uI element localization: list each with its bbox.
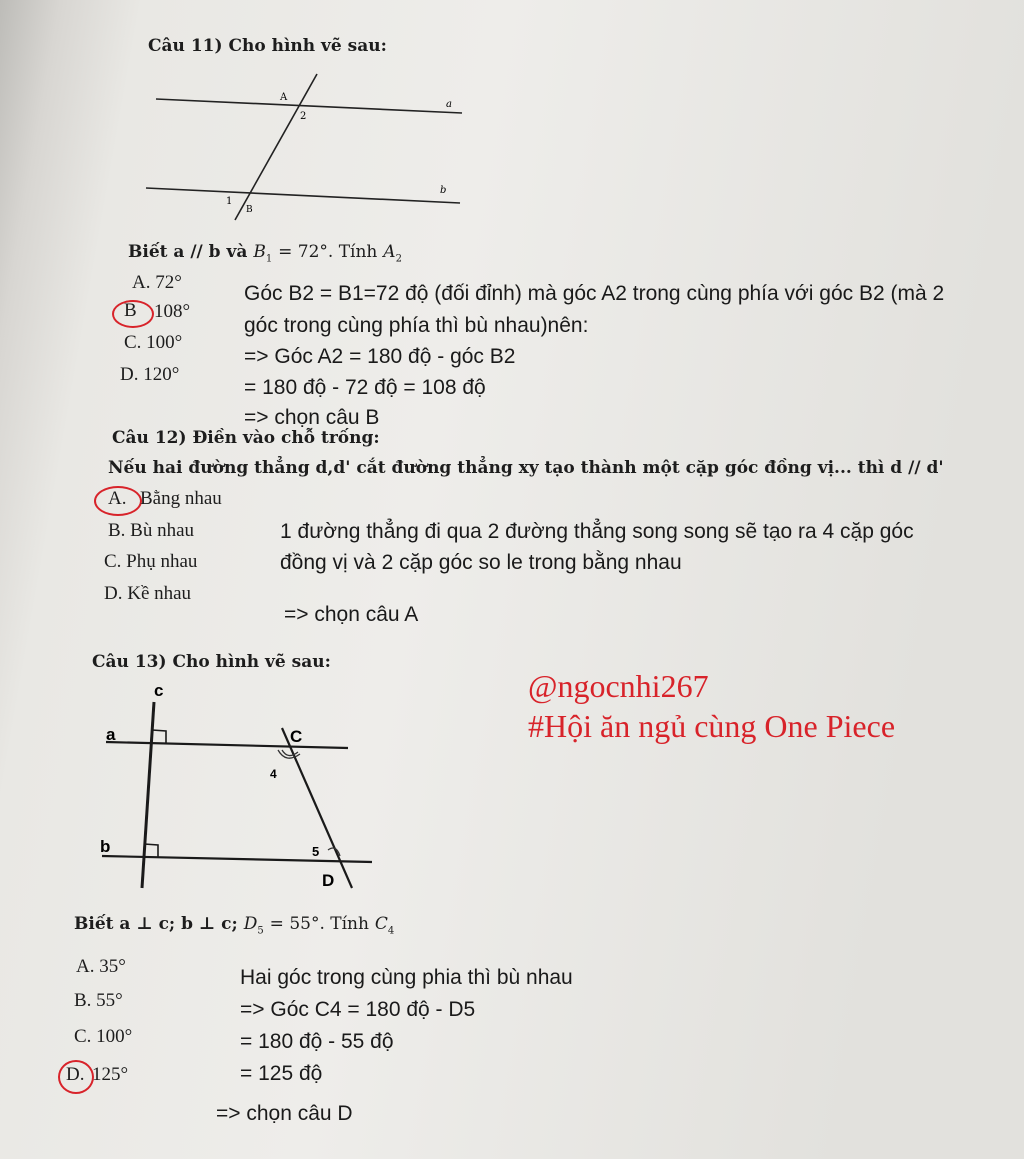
q13-label-c: c: [154, 681, 164, 700]
q13-option-b: B. 55°: [74, 990, 123, 1011]
q13-title: Câu 13) Cho hình vẽ sau:: [92, 652, 331, 672]
q13-label-C: C: [290, 727, 303, 746]
q13-given: [74, 914, 394, 936]
q13-answer-line-2: => Góc C4 = 180 độ - D5: [240, 998, 476, 1021]
q11-given: [128, 242, 402, 264]
q13-given-prefix: Biết a ⊥ c; b ⊥ c;: [74, 914, 238, 934]
q11-label-1: 1: [226, 196, 233, 207]
q13-answer-line-3: = 180 độ - 55 độ: [240, 1030, 394, 1053]
q12-answer-line-1: 1 đường thẳng đi qua 2 đường thẳng song song sẽ tạo ra 4 cặp góc: [280, 520, 914, 543]
q11-given-sub: 1: [265, 253, 273, 265]
q11-answer-line-5: => chọn câu B: [244, 406, 380, 429]
q11-label-a: a: [446, 99, 452, 110]
q13-option-a: A. 35°: [76, 956, 126, 977]
q11-answer-line-4: = 180 độ - 72 độ = 108 độ: [244, 376, 486, 399]
q13-given-angle: D: [243, 914, 258, 934]
q13-answer-line-1: Hai góc trong cùng phia thì bù nhau: [240, 966, 573, 989]
q11-given-value: = 72°. Tính: [278, 242, 378, 262]
q12-circled-letter: A.: [108, 488, 127, 509]
q13-answer-line-4: = 125 độ: [240, 1062, 323, 1085]
q12-option-d: D. Kề nhau: [104, 583, 192, 604]
q11-option-c: C. 100°: [124, 332, 183, 353]
q12-option-c: C. Phụ nhau: [104, 551, 198, 572]
q11-given-prefix: Biết a // b và: [128, 242, 248, 262]
q13-label-D: D: [322, 871, 335, 890]
q12-option-b: B. Bù nhau: [108, 520, 195, 541]
q13-answer-line-5: => chọn câu D: [216, 1102, 353, 1125]
q11-answer-line-2: góc trong cùng phía thì bù nhau)nên:: [244, 314, 589, 337]
q11-option-d: D. 120°: [120, 364, 180, 385]
q11-answer-line-1: Góc B2 = B1=72 độ (đối đỉnh) mà góc A2 trong cùng phía với góc B2 (mà 2: [244, 282, 945, 305]
q11-option-b: 108°: [154, 301, 191, 322]
watermark-handle: @ngocnhi267: [528, 668, 709, 704]
q12-option-a: Bằng nhau: [140, 488, 222, 509]
q13-circled-letter: D.: [66, 1064, 85, 1085]
q13-label-4: 4: [270, 767, 277, 781]
q11-answer-line-3: => Góc A2 = 180 độ - góc B2: [244, 345, 516, 368]
q11-circled-letter: B: [124, 300, 137, 321]
q13-option-d: 125°: [92, 1064, 129, 1085]
q13-find-angle: C: [374, 914, 388, 934]
q11-find-sub: 2: [395, 253, 402, 265]
q11-label-B: B: [246, 205, 253, 215]
q13-find-sub: 4: [387, 925, 395, 937]
q13-option-c: C. 100°: [74, 1026, 133, 1047]
q12-answer-line-3: => chọn câu A: [284, 603, 419, 626]
q11-find-angle: A: [383, 242, 396, 262]
q12-title: Câu 12) Điền vào chỗ trống:: [112, 428, 380, 448]
q13-label-b: b: [100, 837, 111, 856]
q11-figure: [140, 70, 480, 230]
q13-given-value: = 55°. Tính: [269, 914, 369, 934]
q11-label-A: A: [280, 92, 288, 103]
watermark-group: #Hội ăn ngủ cùng One Piece: [528, 708, 896, 744]
q13-label-a: a: [106, 725, 116, 744]
q12-answer-line-2: đồng vị và 2 cặp góc so le trong bằng nhau: [280, 551, 682, 574]
q11-label-b: b: [440, 185, 447, 196]
q11-option-a: A. 72°: [132, 272, 182, 293]
q11-label-2: 2: [300, 111, 307, 122]
q12-prompt: Nếu hai đường thẳng d,d' cắt đường thẳng xy tạo thành một cặp góc đồng vị... thì d // d': [108, 458, 944, 478]
q11-given-angle: B: [253, 242, 266, 262]
q13-figure: [96, 680, 386, 895]
q13-label-5: 5: [312, 844, 320, 859]
q13-given-sub: 5: [257, 925, 264, 937]
q11-title: Câu 11) Cho hình vẽ sau:: [148, 36, 387, 56]
